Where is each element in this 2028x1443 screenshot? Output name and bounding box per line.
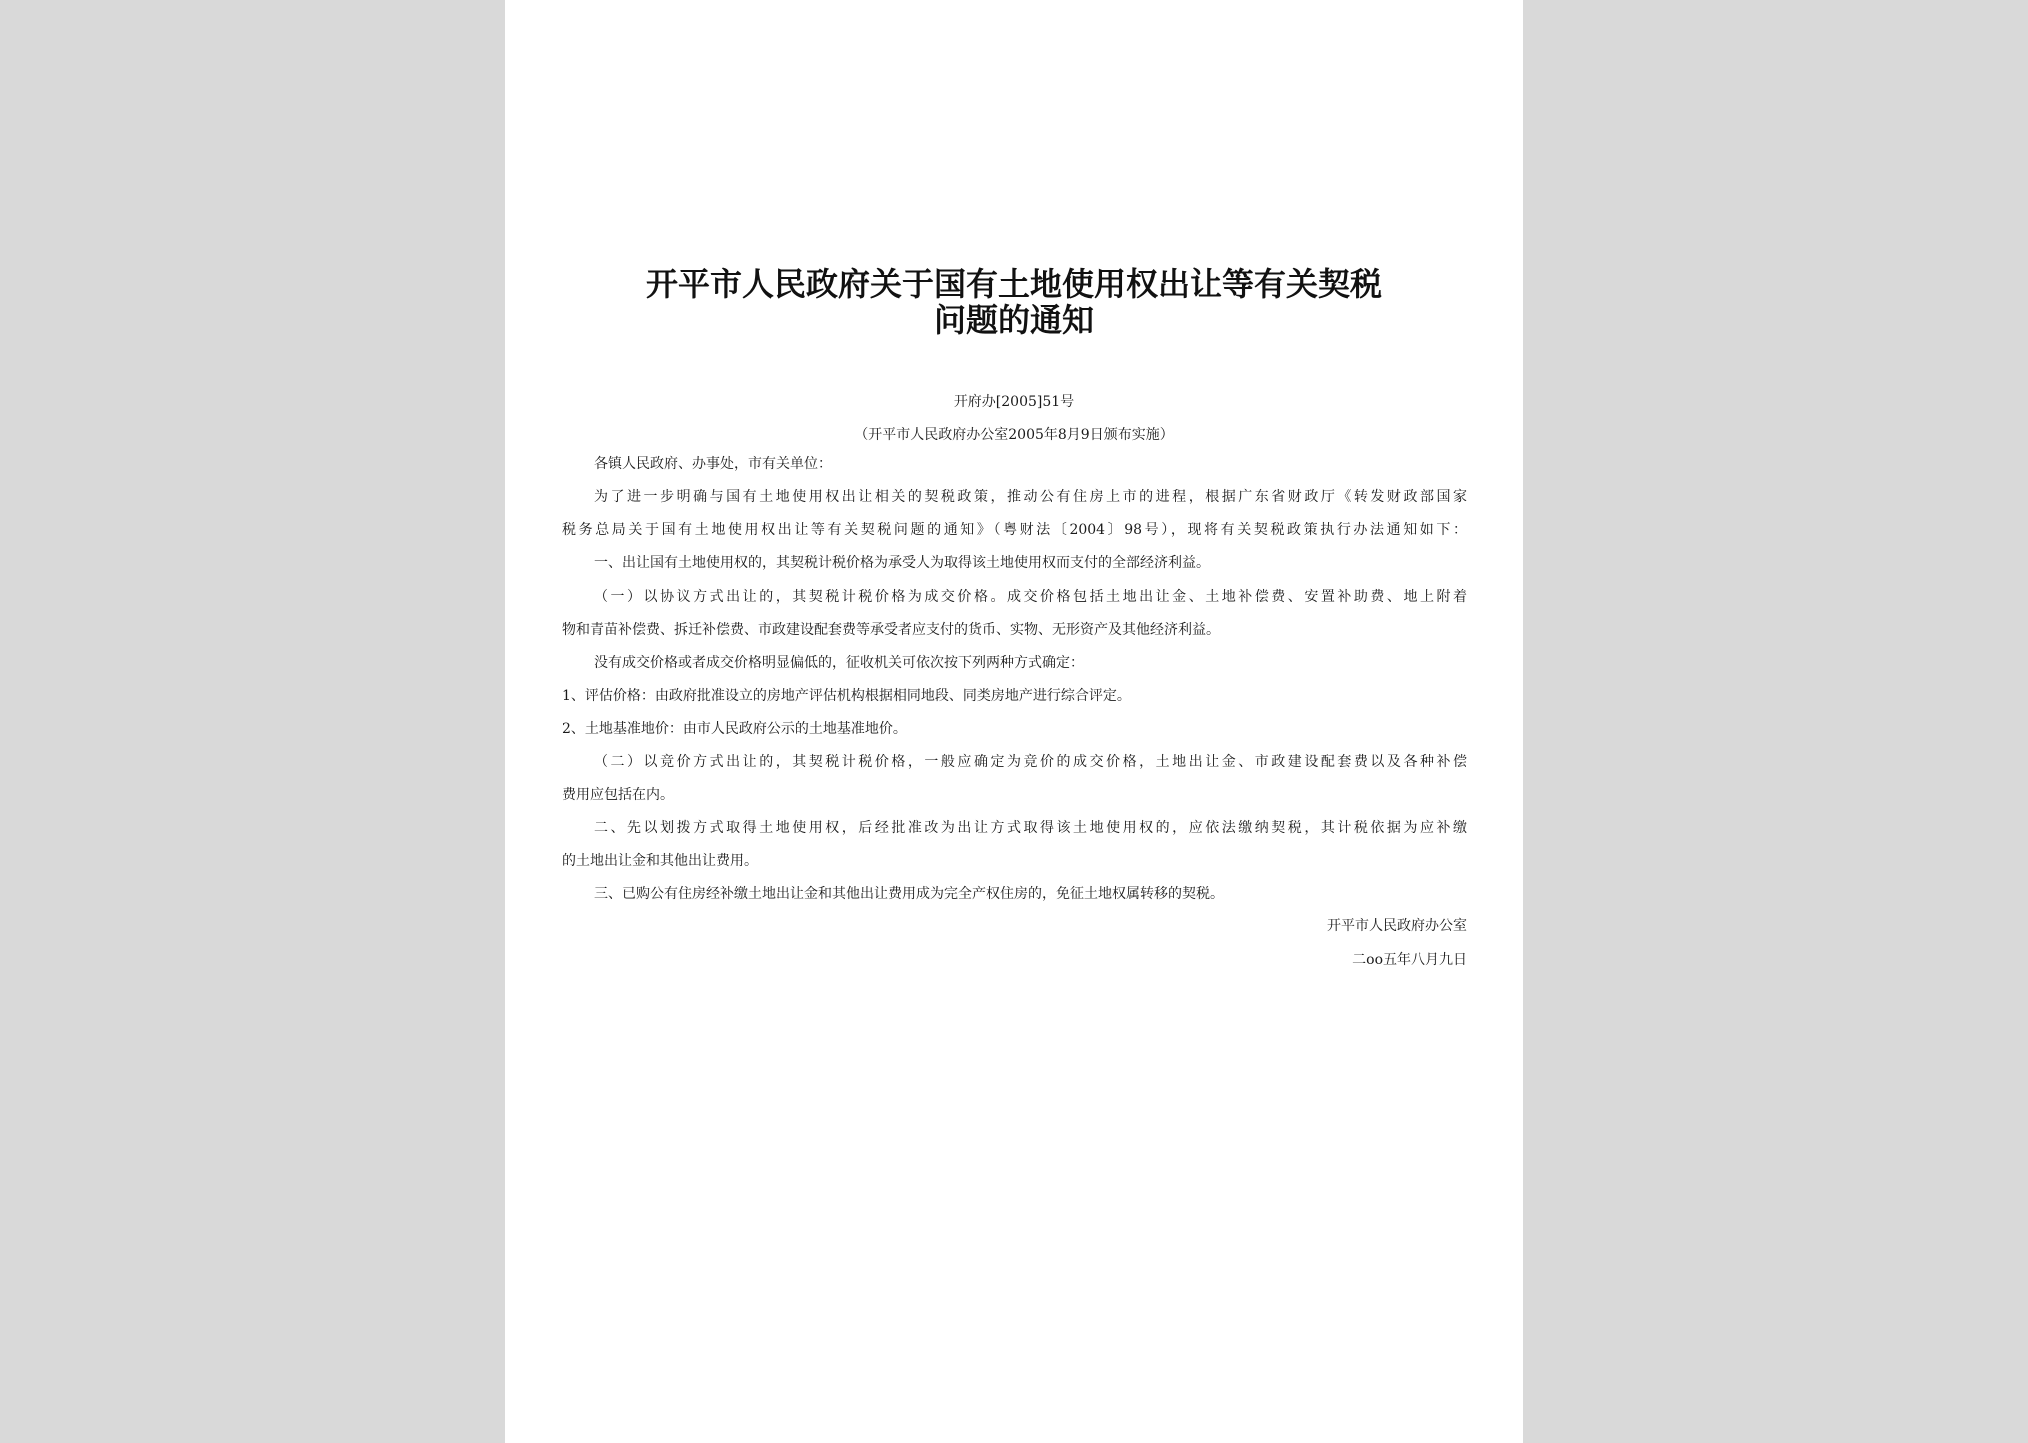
paragraph-3-line-1: （一）以协议方式出让的，其契税计税价格为成交价格。成交价格包括土地出让金、土地补偿费、安置补助费、地上附着	[594, 589, 1467, 605]
paragraph-8-line-2: 的土地出让金和其他出让费用。	[562, 853, 758, 869]
paragraph-1-line-2: 税务总局关于国有土地使用权出让等有关契税问题的通知》（粤财法〔2004〕98号），现将有关契税政策执行办法通知如下：	[562, 522, 1467, 538]
document-title-line-2: 问题的通知	[933, 301, 1094, 339]
signature-unit: 开平市人民政府办公室	[1327, 918, 1467, 934]
document-number: 开府办[2005]51号	[953, 394, 1075, 410]
paragraph-9: 三、已购公有住房经补缴土地出让金和其他出让费用成为完全产权住房的，免征土地权属转移的契税。	[594, 886, 1224, 902]
paragraph-7-line-1: （二）以竞价方式出让的，其契税计税价格，一般应确定为竞价的成交价格，土地出让金、市政建设配套费以及各种补偿	[594, 754, 1467, 770]
paragraph-7-line-2: 费用应包括在内。	[562, 787, 674, 803]
issued-note: （开平市人民政府办公室2005年8月9日颁布实施）	[854, 427, 1174, 443]
paragraph-2: 一、出让国有土地使用权的，其契税计税价格为承受人为取得该土地使用权而支付的全部经济利益。	[594, 555, 1210, 571]
document-page	[505, 0, 1523, 1443]
paragraph-4: 没有成交价格或者成交价格明显偏低的，征收机关可依次按下列两种方式确定：	[594, 655, 1084, 671]
paragraph-5: 1、评估价格：由政府批准设立的房地产评估机构根据相同地段、同类房地产进行综合评定。	[562, 688, 1131, 704]
document-title-line-1: 开平市人民政府关于国有土地使用权出让等有关契税	[645, 265, 1382, 303]
signature-date: 二oo五年八月九日	[1352, 952, 1467, 968]
paragraph-3-line-2: 物和青苗补偿费、拆迁补偿费、市政建设配套费等承受者应支付的货币、实物、无形资产及其他经济利益。	[562, 622, 1220, 638]
salutation: 各镇人民政府、办事处，市有关单位：	[594, 456, 832, 472]
paragraph-6: 2、土地基准地价：由市人民政府公示的土地基准地价。	[562, 721, 907, 737]
paragraph-8-line-1: 二、先以划拨方式取得土地使用权，后经批准改为出让方式取得该土地使用权的，应依法缴纳契税，其计税依据为应补缴	[594, 820, 1467, 836]
paragraph-1-line-1: 为了进一步明确与国有土地使用权出让相关的契税政策，推动公有住房上市的进程，根据广东省财政厅《转发财政部国家	[594, 489, 1467, 505]
